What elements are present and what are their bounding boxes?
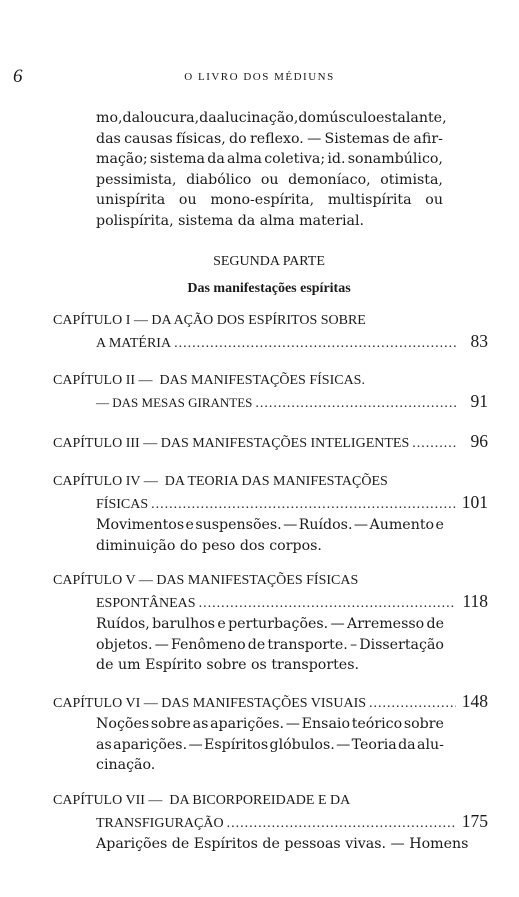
page-ref: 148 (461, 691, 488, 711)
chapter-title: DA BICORPOREIDADE E DA (169, 793, 351, 808)
page-ref: 118 (462, 591, 488, 611)
leader-dots (151, 495, 456, 515)
chapter-title-continued: — DAS MESAS GIRANTES (96, 395, 253, 410)
toc-chapter-2[interactable] (53, 371, 488, 414)
chapter-label: CAPÍTULO VII — (53, 793, 163, 808)
chapter-title-continued: TRANSFIGURAÇÃO (96, 816, 224, 831)
text-line: objetos. — Fenômeno de transporte. – Dissertação (96, 636, 444, 653)
text-line: pessimista, diabólico ou demoníaco, otimista, (96, 171, 443, 188)
chapter-title-continued: FÍSICAS (96, 497, 149, 512)
chapter-title: DAS MANIFESTAÇÕES FÍSICAS. (159, 373, 365, 388)
chapter-label: CAPÍTULO II — (53, 373, 153, 388)
chapter-label: CAPÍTULO V — (53, 573, 153, 588)
text-line: Ruídos, barulhos e perturbações. — Arremesso de (96, 616, 444, 632)
intro-line (96, 129, 443, 150)
chapter-label: CAPÍTULO III — (53, 436, 158, 451)
text-line: as aparições. — Espíritos glóbulos. — Teoria da alu- (96, 736, 444, 753)
leader-dots (199, 594, 456, 614)
page-ref: 96 (470, 431, 488, 451)
leader-dots (174, 334, 456, 354)
chapter-title: DA TEORIA DAS MANIFESTAÇÕES (164, 474, 388, 489)
text-line: das causas físicas, do reflexo. — Sistemas de afir- (96, 130, 443, 147)
toc-chapter-6[interactable] (53, 691, 488, 776)
text-line: Noções sobre as aparições. — Ensaio teórico sobre (96, 716, 444, 732)
chapter-summary: Aparições de Espíritos de pessoas vivas. — Homens (96, 836, 469, 852)
toc-chapter-5[interactable] (53, 571, 488, 676)
toc-chapter-1[interactable] (53, 311, 488, 354)
intro-line (96, 170, 443, 191)
chapter-summary: Ruídos, barulhos e perturbações. — Arremesso de objetos. — Fenômeno de transporte. – Dissertação de um Espírito sobre os transportes. (96, 616, 444, 673)
toc-chapter-4[interactable] (53, 472, 488, 556)
page-ref: 83 (470, 331, 488, 351)
toc-chapter-3[interactable] (53, 431, 488, 454)
toc-chapter-7[interactable] (53, 791, 488, 855)
intro-line: polispírita, sistema da alma material. (96, 212, 365, 229)
page-ref: 91 (470, 391, 488, 411)
chapter-title-continued: ESPONTÂNEAS (96, 596, 196, 611)
running-head: O LIVRO DOS MÉDIUNS (184, 71, 335, 83)
chapter-label: CAPÍTULO VI — (53, 696, 158, 711)
page-number: 6 (13, 66, 23, 87)
chapter-label: CAPÍTULO I — (53, 313, 148, 328)
page-ref: 101 (461, 492, 488, 512)
page-ref: 175 (461, 811, 488, 831)
text-line: Movimentos e suspensões. — Ruídos. — Aumento e (96, 517, 444, 533)
part-subtitle: Das manifestações espíritas (187, 281, 351, 296)
intro-line (96, 149, 443, 170)
intro-line (96, 108, 447, 129)
chapter-title: DAS MANIFESTAÇÕES FÍSICAS (156, 573, 359, 588)
leader-dots (227, 814, 456, 834)
chapter-label: CAPÍTULO IV — (53, 474, 158, 489)
leader-dots (412, 434, 456, 454)
chapter-title: DAS MANIFESTAÇÕES VISUAIS (161, 696, 367, 711)
intro-paragraph (96, 108, 447, 231)
text-line: mo, da loucura, da alucinação, do músculo estalante, (96, 110, 447, 126)
intro-line (96, 190, 443, 211)
part-title: SEGUNDA PARTE (213, 254, 325, 269)
text-line: mação; sistema da alma coletiva; id. sonambúlico, (96, 151, 443, 167)
chapter-title-continued: A MATÉRIA (96, 336, 172, 351)
text-line: unispírita ou mono-espírita, multispírita ou (96, 192, 443, 208)
leader-dots (255, 394, 456, 414)
leader-dots (369, 694, 456, 714)
chapter-title: DAS MANIFESTAÇÕES INTELIGENTES (160, 436, 410, 451)
chapter-summary: Noções sobre as aparições. — Ensaio teórico sobre as aparições. — Espíritos glóbulos. — Teoria da alu- cinação. (96, 716, 444, 773)
chapter-title: DA AÇÃO DOS ESPÍRITOS SOBRE (151, 313, 366, 328)
chapter-summary: Movimentos e suspensões. — Ruídos. — Aumento e diminuição do peso dos corpos. (96, 517, 444, 554)
